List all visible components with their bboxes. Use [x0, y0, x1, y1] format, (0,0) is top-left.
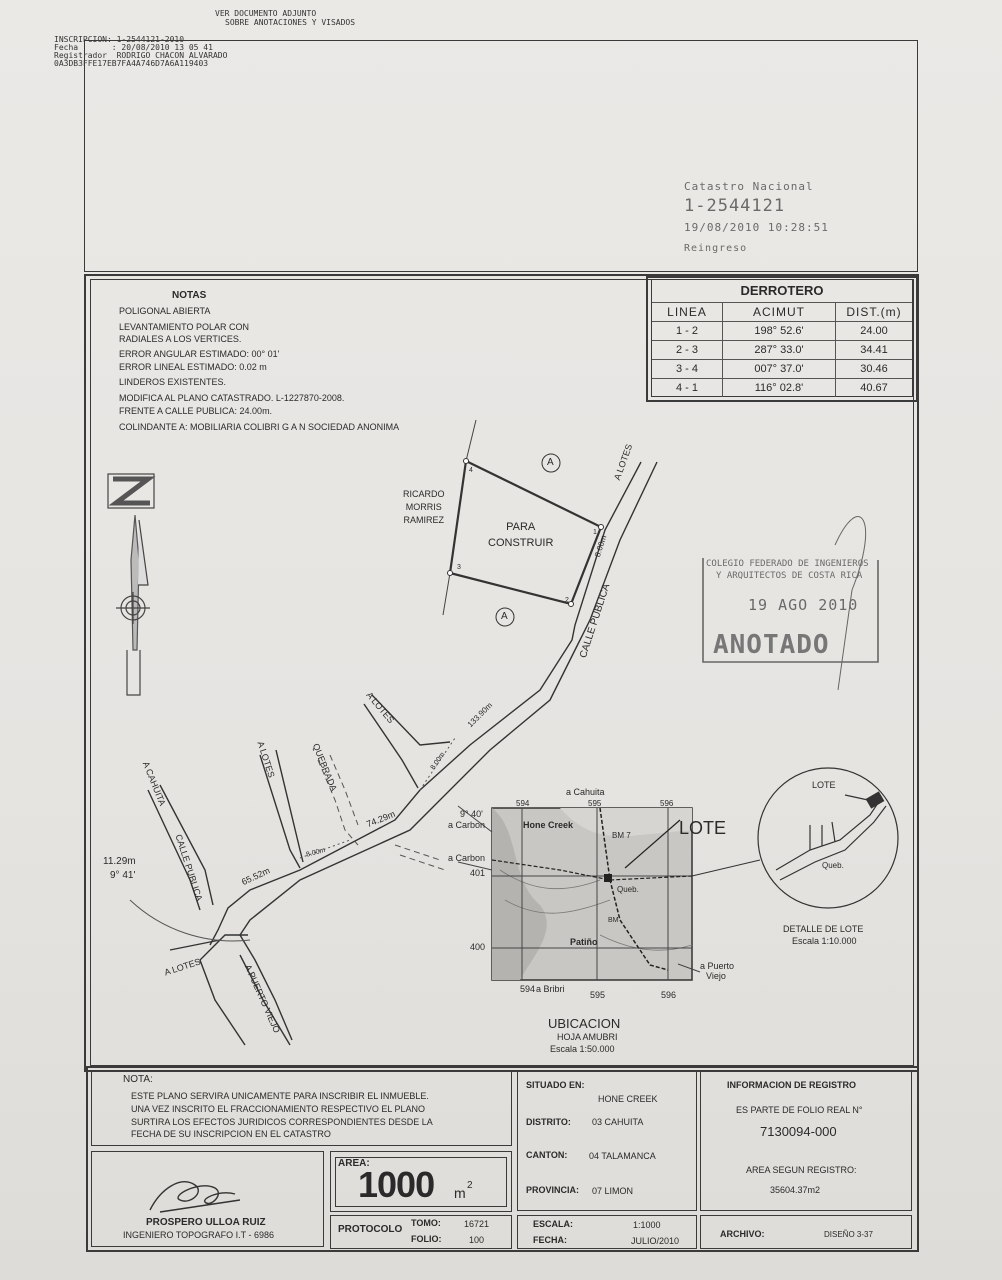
derrotero-col-acimut: ACIMUT — [723, 303, 836, 322]
nota-line-4: FECHA DE SU INSCRIPCION EN EL CATASTRO — [131, 1129, 331, 1139]
vertex-label-2: 2 — [565, 597, 569, 604]
vertex-label-3: 3 — [457, 564, 461, 571]
distance-label-6552: 65.52m — [240, 865, 272, 888]
road-label-a-puerto-viejo: A PUERTO VIEJO — [242, 963, 282, 1035]
lot-label-line-1: PARA — [506, 521, 536, 533]
derrotero-cell: 1 - 2 — [652, 322, 723, 341]
distance-label-800-b: 8.00m — [429, 751, 447, 772]
derrotero-cell: 116° 02.8' — [723, 379, 836, 398]
folio-value: 100 — [469, 1235, 485, 1245]
distance-label-800-a: 8.00m — [592, 534, 609, 559]
situado-place: HONE CREEK — [598, 1094, 658, 1104]
registro-title: INFORMACION DE REGISTRO — [727, 1080, 857, 1090]
boundary-extension — [466, 420, 476, 461]
lot-label — [488, 519, 553, 551]
provincia-label: PROVINCIA: — [526, 1185, 580, 1195]
derrotero-cell: 30.46 — [836, 360, 913, 379]
derrotero-title: DERROTERO — [740, 283, 824, 298]
detail-queb-label: Queb. — [822, 861, 844, 870]
notas-line-5: ERROR LINEAL ESTIMADO: 0.02 m — [119, 362, 267, 372]
catastro-stamp-datetime: 19/08/2010 10:28:51 — [684, 221, 829, 234]
detail-title: DETALLE DE LOTE — [783, 924, 864, 934]
map-label-a-cahuita: a Cahuita — [566, 787, 605, 797]
area-value: 1000 — [358, 1164, 435, 1205]
derrotero-cell: 007° 37.0' — [723, 360, 836, 379]
header-note-line-1: VER DOCUMENTO ADJUNTO — [215, 9, 317, 18]
notas-line-2: LEVANTAMIENTO POLAR CON — [119, 322, 250, 332]
owner-line-2: MORRIS — [405, 502, 442, 512]
angle-label: 9° 41' — [110, 870, 136, 881]
nota-line-2: UNA VEZ INSCRITO EL FRACCIONAMIENTO RESPECTIVO EL PLANO — [131, 1104, 426, 1114]
derrotero-col-linea: LINEA — [652, 303, 723, 322]
road-label-a-lotes-4: A LOTES — [163, 956, 202, 978]
protocolo-label: PROTOCOLO — [338, 1224, 403, 1235]
escala-label: ESCALA: — [533, 1219, 573, 1229]
derrotero-cell: 2 - 3 — [652, 341, 723, 360]
tomo-value: 16721 — [464, 1219, 490, 1229]
derrotero-cell: 287° 33.0' — [723, 341, 836, 360]
derrotero-cell: 4 - 1 — [652, 379, 723, 398]
map-label-lat: 9° 40' — [460, 809, 483, 819]
map-tick-left-400: 400 — [470, 942, 486, 952]
header-registrador: Registrador RODRIGO CHACON ALVARADO — [54, 51, 228, 60]
map-tick-left-401: 401 — [470, 868, 486, 878]
map-label-a-bribri: a Bribri — [536, 984, 565, 994]
fecha-value: JULIO/2010 — [631, 1236, 680, 1246]
notas-title: NOTAS — [172, 290, 207, 301]
vertex-label-1: 1 — [593, 529, 597, 536]
map-tick-top-594: 594 — [516, 799, 530, 808]
map-tick-bottom-594: 594 — [520, 984, 536, 994]
catastro-stamp-status: Reingreso — [684, 243, 748, 254]
owner-line-3: RAMIREZ — [403, 515, 444, 525]
colegio-stamp-status: ANOTADO — [713, 630, 830, 660]
registro-folio-text: ES PARTE DE FOLIO REAL N° — [736, 1105, 863, 1115]
detail-scale: Escala 1:10.000 — [792, 936, 857, 946]
provincia-value: 07 LIMON — [592, 1186, 634, 1196]
vertex-marker — [448, 571, 453, 576]
notas-line-1: POLIGONAL ABIERTA — [119, 306, 211, 316]
map-label-hone-creek: Hone Creek — [523, 820, 574, 830]
map-label-a-carbon-2: a Carbon — [448, 853, 486, 863]
registro-area-value: 35604.37m2 — [770, 1185, 821, 1195]
owner-line-1: RICARDO — [403, 489, 445, 499]
surveyor-title: INGENIERO TOPOGRAFO I.T - 6986 — [123, 1230, 275, 1240]
catastro-stamp-number: 1-2544121 — [684, 196, 786, 216]
escala-value: 1:1000 — [633, 1220, 661, 1230]
map-tick-top-596: 596 — [660, 799, 674, 808]
fecha-label: FECHA: — [533, 1235, 567, 1245]
distance-label-800-c: 8.00m — [305, 846, 327, 859]
nota-line-1: ESTE PLANO SERVIRA UNICAMENTE PARA INSCRIBIR EL INMUEBLE. — [131, 1091, 429, 1101]
vertex-marker — [464, 459, 469, 464]
map-tick-bottom-596: 596 — [661, 990, 677, 1000]
map-label-bm7: BM 7 — [612, 831, 631, 840]
nota-title: NOTA: — [123, 1074, 153, 1085]
derrotero-cell: 40.67 — [836, 379, 913, 398]
catastro-stamp-title: Catastro Nacional — [684, 180, 814, 193]
vertex-marker — [569, 602, 574, 607]
map-label-queb: Queb. — [617, 885, 639, 894]
map-label-patino: Patiño — [570, 937, 598, 947]
road-label-calle-publica-2: CALLE PUBLICA — [173, 833, 205, 903]
area-unit: m — [454, 1185, 466, 1201]
header-note-line-2: SOBRE ANOTACIONES Y VISADOS — [225, 18, 356, 27]
vertex-label-4: 4 — [469, 467, 473, 474]
situado-label: SITUADO EN: — [526, 1080, 585, 1090]
map-label-a-puerto: a Puerto — [700, 961, 735, 971]
distrito-value: 03 CAHUITA — [592, 1117, 644, 1127]
derrotero-cell: 3 - 4 — [652, 360, 723, 379]
ubicacion-scale: Escala 1:50.000 — [550, 1044, 615, 1054]
diseno-label: DISEÑO 3-37 — [824, 1230, 873, 1239]
distance-label-13390: 133.90m — [465, 700, 495, 730]
north-arrow-icon — [108, 474, 154, 695]
distrito-label: DISTRITO: — [526, 1117, 571, 1127]
distance-label-7429: 74.29m — [365, 808, 397, 830]
road-label-calle-publica-1: CALLE PUBLICA — [578, 582, 613, 660]
colegio-stamp-line2: Y ARQUITECTOS DE COSTA RICA — [716, 571, 863, 581]
tomo-label: TOMO: — [411, 1218, 441, 1228]
road-label-a-lotes-3: A LOTES — [255, 740, 277, 779]
notas-line-3: RADIALES A LOS VERTICES. — [119, 334, 242, 344]
lot-label-line-2: CONSTRUIR — [488, 537, 554, 549]
ubicacion-title: UBICACION — [548, 1016, 621, 1031]
map-label-a-carbon-1: a Carbon — [448, 820, 486, 830]
vertex-marker — [599, 525, 604, 530]
road-label-quebrada: QUEBRADA — [310, 742, 339, 793]
area-label: AREA: — [338, 1158, 370, 1169]
notas-line-8: FRENTE A CALLE PUBLICA: 24.00m. — [119, 406, 273, 416]
derrotero-cell: 24.00 — [836, 322, 913, 341]
distance-label-1129: 11.29m — [103, 856, 136, 867]
ubicacion-sheet: HOJA AMUBRI — [557, 1032, 618, 1042]
derrotero-col-dist: DIST.(m) — [836, 303, 913, 322]
road-label-a-cahuita: A CAHUITA — [140, 760, 168, 808]
colegio-stamp-line1: COLEGIO FEDERADO DE INGENIEROS — [706, 559, 869, 569]
owner-label — [403, 488, 445, 527]
colegio-stamp-date: 19 AGO 2010 — [748, 596, 859, 614]
road-label-a-lotes-2: A LOTES — [364, 690, 397, 726]
header-inscripcion: INSCRIPCION: 1-2544121-2010 — [54, 35, 185, 44]
adjacent-marker-bottom: A — [501, 611, 508, 622]
nota-line-3: SURTIRA LOS EFECTOS JURIDICOS CORRESPONDIENTES DESDE LA — [131, 1117, 433, 1127]
header-hash: 0A3DB3FFE17EB7FA4A746D7A6A119403 — [54, 59, 209, 68]
notas-line-7: MODIFICA AL PLANO CATASTRADO. L-1227870-2008. — [119, 393, 345, 403]
registro-folio-number: 7130094-000 — [760, 1124, 837, 1139]
map-tick-bottom-595: 595 — [590, 990, 606, 1000]
canton-value: 04 TALAMANCA — [589, 1151, 656, 1161]
map-label-bm: BM — [608, 917, 619, 924]
road-label-a-lotes-1: A LOTES — [612, 442, 635, 482]
notas-line-6: LINDEROS EXISTENTES. — [119, 377, 227, 387]
map-label-viejo: Viejo — [706, 971, 726, 981]
derrotero-cell: 34.41 — [836, 341, 913, 360]
derrotero-cell: 198° 52.6' — [723, 322, 836, 341]
notas-line-9: COLINDANTE A: MOBILIARIA COLIBRI G A N SOCIEDAD ANONIMA — [119, 422, 400, 432]
canton-label: CANTON: — [526, 1150, 568, 1160]
map-lote-label: LOTE — [679, 818, 727, 838]
surveyor-name: PROSPERO ULLOA RUIZ — [146, 1217, 266, 1228]
map-tick-top-595: 595 — [588, 799, 602, 808]
archivo-label: ARCHIVO: — [720, 1229, 765, 1239]
signature-mark — [140, 1170, 250, 1220]
notas-line-4: ERROR ANGULAR ESTIMADO: 00° 01' — [119, 349, 280, 359]
area-exp: 2 — [467, 1180, 473, 1191]
header-fecha: Fecha : 20/08/2010 13 05 41 — [54, 43, 213, 52]
folio-label: FOLIO: — [411, 1234, 442, 1244]
registro-area-text: AREA SEGUN REGISTRO: — [746, 1165, 857, 1175]
detail-lote-label: LOTE — [812, 780, 836, 790]
boundary-extension — [443, 573, 450, 615]
adjacent-marker-top: A — [547, 457, 554, 468]
